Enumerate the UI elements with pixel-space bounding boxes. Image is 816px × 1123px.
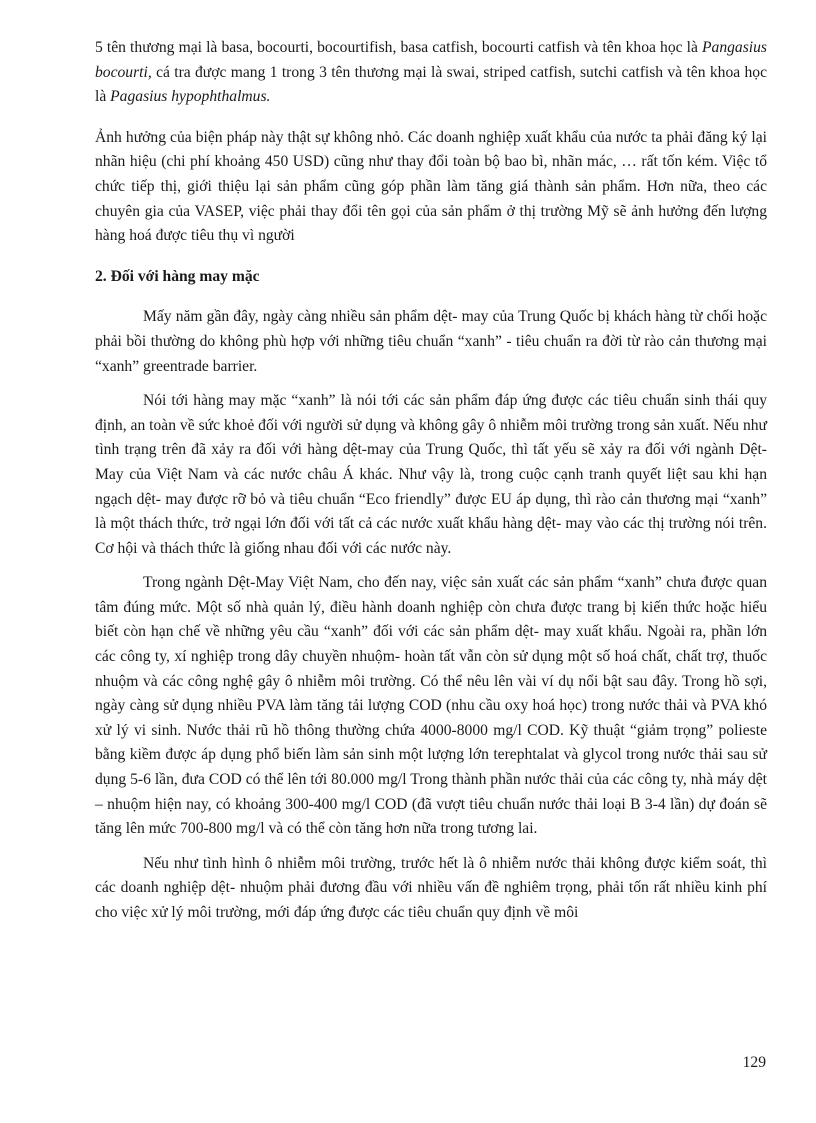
paragraph-impact: Ảnh hưởng của biện pháp này thật sự không nhỏ. Các doanh nghiệp xuất khẩu của nước ta phải đăng ký lại nhãn hiệu (chi phí khoảng 450 USD) cũng như thay đổi toàn bộ bao bì, nhãn mác, … rất tốn kém. Việc tổ chức tiếp thị, giới thiệu lại sản phẩm cũng góp phần làm tăng giá thành sản phẩm. Hơn nữa, theo các chuyên gia của VASEP, việc phải thay đổi tên gọi của sản phẩm ở thị trường Mỹ sẽ ảnh hưởng đến lượng hàng hoá được tiêu thụ vì người <box>95 128 767 245</box>
paragraph-trade-names <box>95 36 767 110</box>
scientific-name-hypophthalmus: Pagasius hypophthalmus. <box>110 88 271 106</box>
paragraph-pollution-consequences: Nếu như tình hình ô nhiễm môi trường, trước hết là ô nhiễm nước thải không được kiểm soát, thì các doanh nghiệp dệt- nhuộm phải đương đầu với nhiều vấn đề nghiêm trọng, phải tốn rất nhiều kinh phí cho việc xử lý môi trường, mới đáp ứng được các tiêu chuẩn quy định về môi <box>95 854 767 921</box>
paragraph-trade-names-text-b: cá tra được mang 1 trong 3 tên thương mại là swai, striped catfish, sutchi catfish và tên khoa học là <box>95 63 767 106</box>
section-heading-garments: 2. Đối với hàng may mặc <box>95 267 260 285</box>
page-number: 129 <box>742 1054 766 1071</box>
paragraph-trade-names-text-a: 5 tên thương mại là basa, bocourti, bocourtifish, basa catfish, bocourti catfish và tên khoa học là <box>95 39 703 56</box>
paragraph-china-textiles: Mấy năm gần đây, ngày càng nhiều sản phẩm dệt- may của Trung Quốc bị khách hàng từ chối hoặc phải bồi thường do không phù hợp với những tiêu chuẩn “xanh” - tiêu chuẩn ra đời từ rào cản thương mại “xanh” greentrade barrier. <box>95 308 767 375</box>
scientific-name-bocourti: Pangasius bocourti, <box>95 39 767 81</box>
paragraph-vietnam-textile-industry: Trong ngành Dệt-May Việt Nam, cho đến nay, việc sản xuất các sản phẩm “xanh” chưa được quan tâm đúng mức. Một số nhà quản lý, điều hành doanh nghiệp còn chưa được trang bị kiến thức hoặc hiểu biết còn hạn chế về những yêu cầu “xanh” đối với các sản phẩm dệt- may xuất khẩu. Ngoài ra, phần lớn các công ty, xí nghiệp trong dây chuyền nhuộm- hoàn tất vẫn còn sử dụng một số hoá chất, chất trợ, thuốc nhuộm và các công nghệ gây ô nhiễm môi trường. Có thể nêu lên vài ví dụ nổi bật sau đây. Trong hồ sợi, ngày càng sử dụng nhiều PVA làm tăng tải lượng COD (nhu cầu oxy hoá học) trong nước thải và PVA khó xử lý vi sinh. Nước thải rũ hồ thông thường chứa 4000-8000 mg/l COD. Kỹ thuật “giảm trọng” polieste bằng kiềm được áp dụng phổ biến làm sản sinh một lượng lớn terephtalat và glycol trong nước thải sau sử dụng 5-6 lần, đưa COD có thể lên tới 80.000 mg/l Trong thành phần nước thải của các công ty, nhà máy dệt – nhuộm hiện nay, có khoảng 300-400 mg/l COD (đã vượt tiêu chuẩn nước thải loại B 3-4 lần) dự đoán sẽ tăng lên mức 700-800 mg/l và có thể còn tăng hơn nữa trong tương lai. <box>95 574 767 838</box>
document-page <box>95 36 767 936</box>
paragraph-green-garments: Nói tới hàng may mặc “xanh” là nói tới các sản phẩm đáp ứng được các tiêu chuẩn sinh thái quy định, an toàn về sức khoẻ đối với người sử dụng và không gây ô nhiễm môi trường trong sản xuất. Nếu như tình trạng trên đã xảy ra đối với hàng dệt-may của Trung Quốc, thì tất yếu sẽ xảy ra đối với ngành Dệt- May của Việt Nam và các nước châu Á khác. Như vậy là, trong cuộc cạnh tranh quyết liệt sau khi hạn ngạch dệt- may được rỡ bỏ và tiêu chuẩn “Eco friendly” được EU áp dụng, thì rào cản thương mại “xanh” là một thách thức, trở ngại lớn đối với tất cả các nước xuất khẩu hàng dệt- may vào các thị trường nói trên. Cơ hội và thách thức là giống nhau đối với các nước này. <box>95 392 767 557</box>
